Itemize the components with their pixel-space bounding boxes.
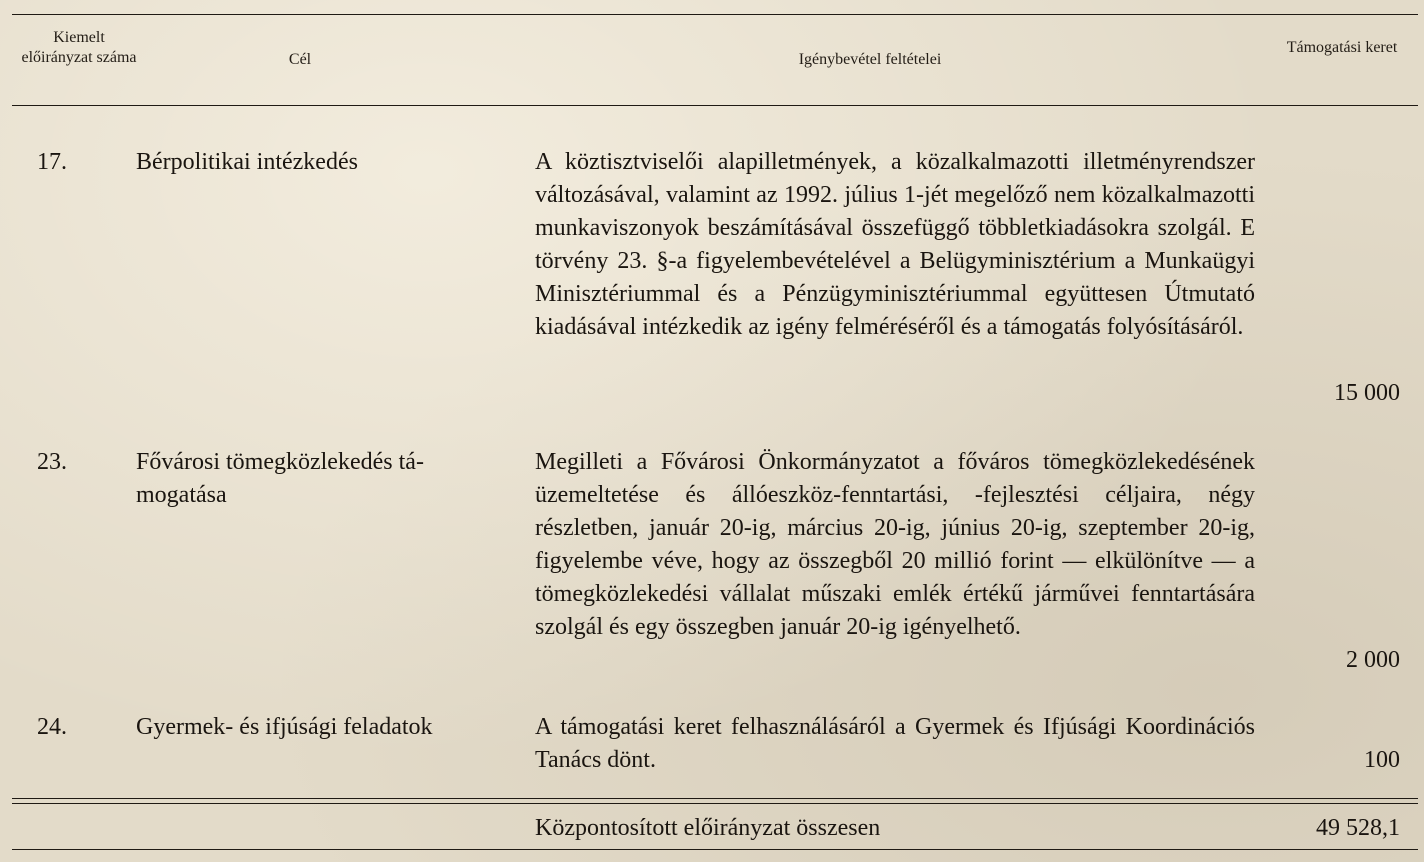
table-bottom-rule	[12, 849, 1418, 850]
table-row-amount: 100	[1364, 747, 1400, 773]
table-row-number: 23.	[37, 449, 67, 475]
header-conditions-column: Igénybevétel feltételei	[798, 51, 942, 68]
table-row-number: 24.	[37, 714, 67, 740]
total-amount: 49 528,1	[1316, 815, 1400, 841]
header-goal-column: Cél	[288, 51, 312, 68]
table-row-conditions: A támogatási keret felhasználásáról a Gyermek és Ifjúsági Koordinációs Tanács dönt.	[535, 714, 1255, 773]
table-top-rule	[12, 14, 1418, 15]
total-label: Központosított előirányzat összesen	[535, 815, 881, 841]
total-top-rule	[12, 798, 1418, 799]
header-number-column: Kiemelt előirányzat száma	[21, 29, 137, 66]
table-row-number: 17.	[37, 149, 67, 175]
table-row-conditions: Megilleti a Fővárosi Önkormányzatot a főváros tömegközlekedésének üzemeltetése és állóeszköz-fenntartási, -fejlesztési céljaira, négy részletben, január 20-ig, március 20-ig, június 20-ig, szeptember 20-ig, figyelembe véve, hogy az összegből 20 millió forint — elkülönítve — a tömegközlekedési vállalat műszaki emlék értékű járművei fenntartására szolgál és egy összegben január 20-ig igényelhető.	[535, 449, 1255, 640]
total-top-rule-second	[12, 803, 1418, 804]
header-amount-column: Támogatási keret	[1286, 39, 1398, 56]
table-row-goal: Fővárosi tömegközlekedés támogatása	[136, 449, 424, 508]
table-row-conditions: A köztisztviselői alapilletmények, a közalkalmazotti illetményrendszer változásával, valamint az 1992. július 1-jét megelőző nem közalkalmazotti munkaviszonyok beszámításával összefüggő többletkiadásokra szolgál. E törvény 23. §-a figyelembevételével a Belügyminisztérium a Munkaügyi Minisztériummal és a Pénzügyminisztériummal együttesen Útmutató kiadásával intézkedik az igény felméréséről és a támogatás folyósításáról.	[535, 149, 1255, 340]
table-row-amount: 15 000	[1334, 380, 1400, 406]
header-bottom-rule	[12, 105, 1418, 106]
table-row-goal: Gyermek- és ifjúsági feladatok	[136, 714, 433, 740]
table-row-goal: Bérpolitikai intézkedés	[136, 149, 358, 175]
table-row-amount: 2 000	[1346, 647, 1400, 673]
